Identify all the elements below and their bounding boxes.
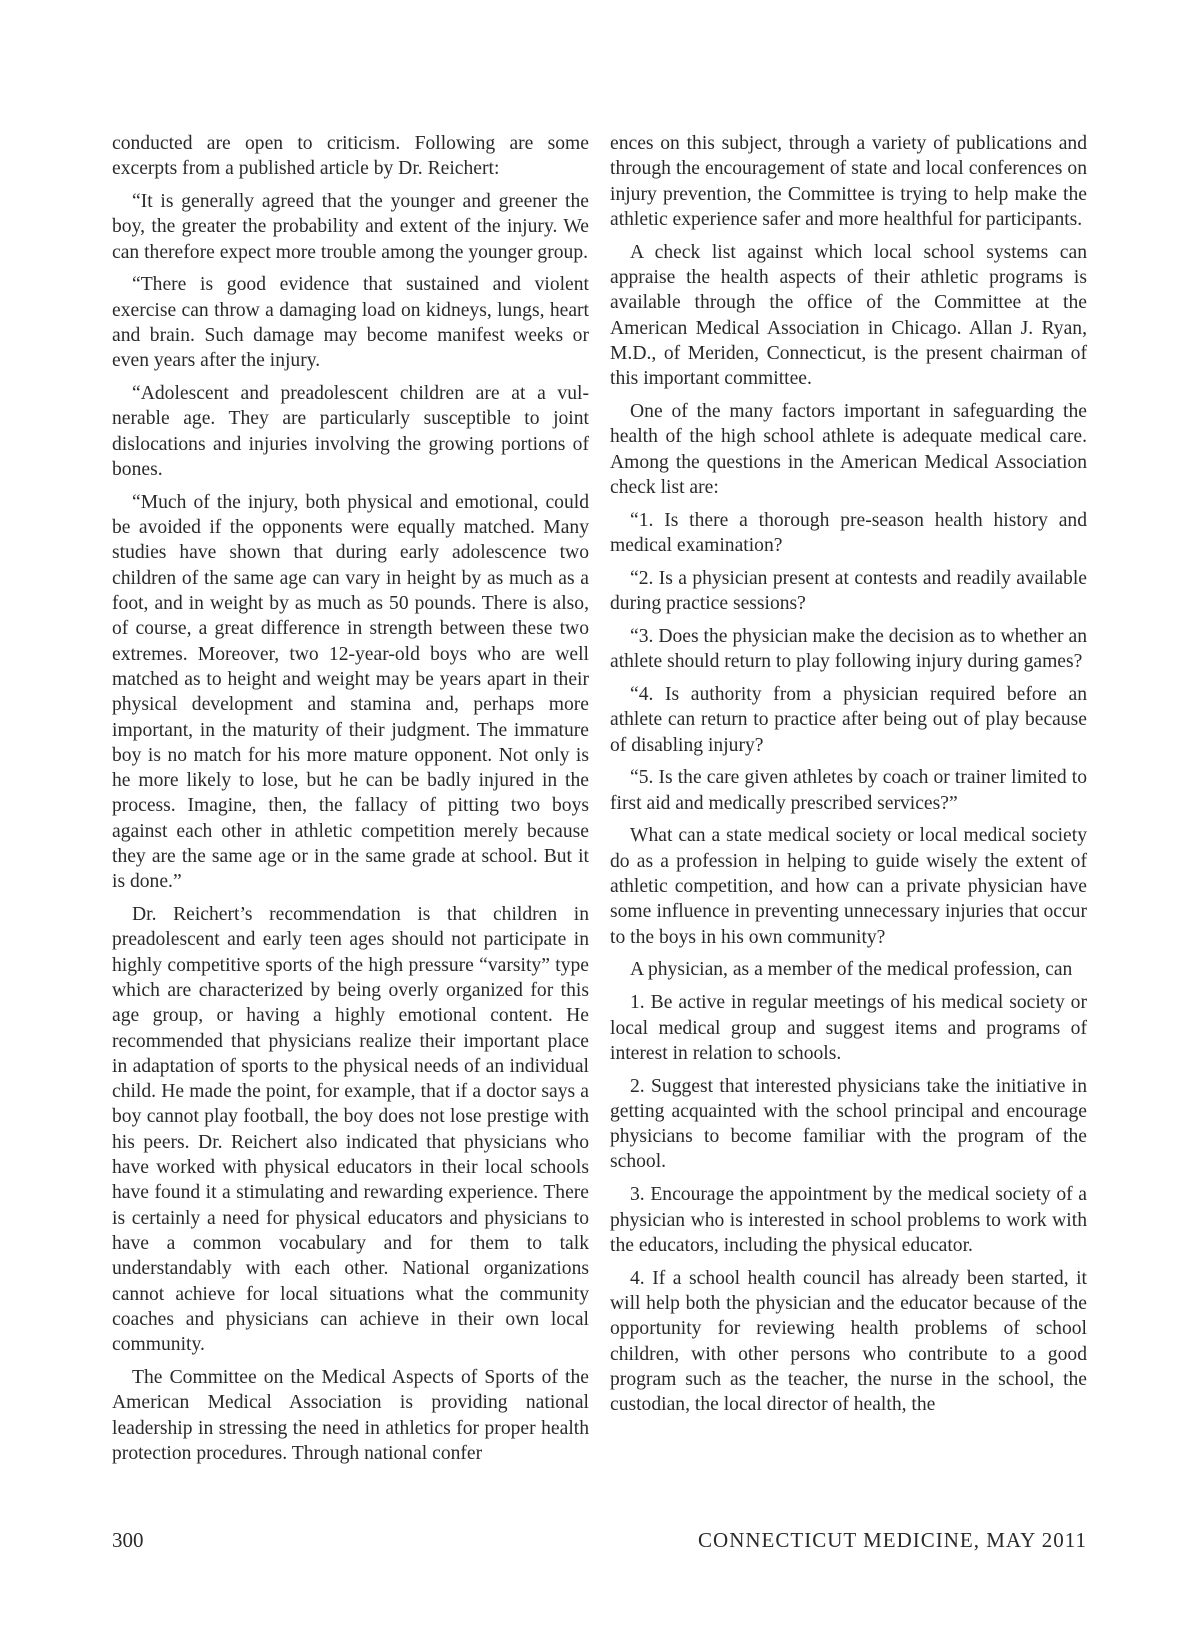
paragraph: 2. Suggest that interested physicians take the initiative in getting acquainted with the school principal and encourage physicians to become familiar with the program of the school. [610, 1075, 1087, 1173]
paragraph: “1. Is there a thorough pre-season health history and medical examination? [610, 509, 1087, 556]
paragraph: One of the many factors important in safeguarding the health of the high school athlete is adequate medical care. Among the questions in the American Medical Association check list are: [610, 400, 1087, 498]
paragraph: ences on this subject, through a variety of publications and through the encouragement of state and local conferences on injury prevention, the Committee is trying to help make the athletic experience safer and more healthful for participants. [610, 133, 1087, 230]
paragraph: conducted are open to criticism. Following are some excerpts from a published article by Dr. Reichert: [112, 133, 589, 180]
page-number: 300 [112, 1528, 144, 1552]
paragraph: 4. If a school health council has already been started, it will help both the physician and the educator because of the opportunity for reviewing health problems of school children, with other persons who contribute to a good program such as the teacher, the nurse in the school, the custodian, the local director of health, the [610, 1267, 1087, 1416]
right-column [610, 131, 1087, 1425]
paragraph: “Much of the injury, both physical and emotional, could be avoided if the opponents were equally matched. Many studies have shown that during early adolescence two children of the same age can vary in height by as much as a foot, and in weight by as much as 50 pounds. There is also, of course, a great difference in strength between these two extremes. Moreover, two 12-year-old boys who are well matched as to height and weight may be years apart in their physical development and stamina and, perhaps more important, in the maturity of their judgment. The immature boy is no match for his more mature opponent. Not only is he more likely to lose, but he can be badly injured in the process. Imagine, then, the fallacy of pitting two boys against each other in athletic competition merely because they are the same age or in the same grade at school. But it is done.” [112, 491, 589, 893]
paragraph: “Adolescent and preadolescent children are at a vulnerable age. They are particularly susceptible to joint dislocations and injuries involving the growing portions of bones. [112, 383, 589, 481]
paragraph: A check list against which local school systems can appraise the health aspects of their athletic programs is available through the office of the Committee at the American Medical Association in Chicago. Allan J. Ryan, M.D., of Meriden, Connecticut, is the present chairman of this important committee. [610, 241, 1087, 390]
paragraph: “There is good evidence that sustained and violent exercise can throw a damaging load on kidneys, lungs, heart and brain. Such damage may become manifest weeks or even years after the injury. [112, 274, 589, 372]
paragraph: “5. Is the care given athletes by coach or trainer limited to first aid and medically prescribed services?” [610, 767, 1087, 814]
left-column [112, 131, 589, 1474]
paragraph: 1. Be active in regular meetings of his medical society or local medical group and suggest items and programs of interest in relation to schools. [610, 992, 1087, 1064]
paragraph: 3. Encourage the appointment by the medical society of a physician who is interested in school problems to work with the educators, including the physical educator. [610, 1184, 1087, 1256]
paragraph: Dr. Reichert’s recommendation is that children in preadolescent and early teen ages should not participate in highly competitive sports of the high pressure “varsity” type which are characterized by being overly organized for this age group, or having a highly emotional content. He recommended that physicians realize their important place in adaptation of sports to the physical needs of an individual child. He made the point, for example, that if a doctor says a boy cannot play football, the boy does not lose prestige with his peers. Dr. Reichert also indicated that physicians who have worked with physical educators in their local schools have found it a stimulating and rewarding experience. There is certainly a need for physical educators and physicians to have a common vocabulary and for them to talk understandably with each other. National organizations cannot achieve for local situations what the community coaches and physicians can achieve in their own local community. [112, 904, 589, 1356]
paragraph: What can a state medical society or local medical society do as a profession in helping to guide wisely the extent of athletic competition, and how can a private physician have some influence in preventing unnecessary injuries that occur to the boys in his own community? [610, 825, 1087, 948]
paragraph: The Committee on the Medical Aspects of Sports of the American Medical Association is providing national leadership in stressing the need in athletics for proper health protection procedures. Through national confer [112, 1366, 589, 1464]
paragraph: “3. Does the physician make the decision as to whether an athlete should return to play following injury during games? [610, 625, 1087, 673]
paragraph: A physician, as a member of the medical profession, can [630, 959, 1073, 981]
paragraph: “It is generally agreed that the younger and greener the boy, the greater the probability and extent of the injury. We can therefore expect more trouble among the younger group. [112, 191, 589, 263]
journal-citation: CONNECTICUT MEDICINE, MAY 2011 [698, 1528, 1087, 1552]
paragraph: “2. Is a physician present at contests and readily available during practice sessions? [610, 567, 1087, 615]
paragraph: “4. Is authority from a physician required before an athlete can return to practice after being out of play because of disabling injury? [610, 683, 1087, 756]
